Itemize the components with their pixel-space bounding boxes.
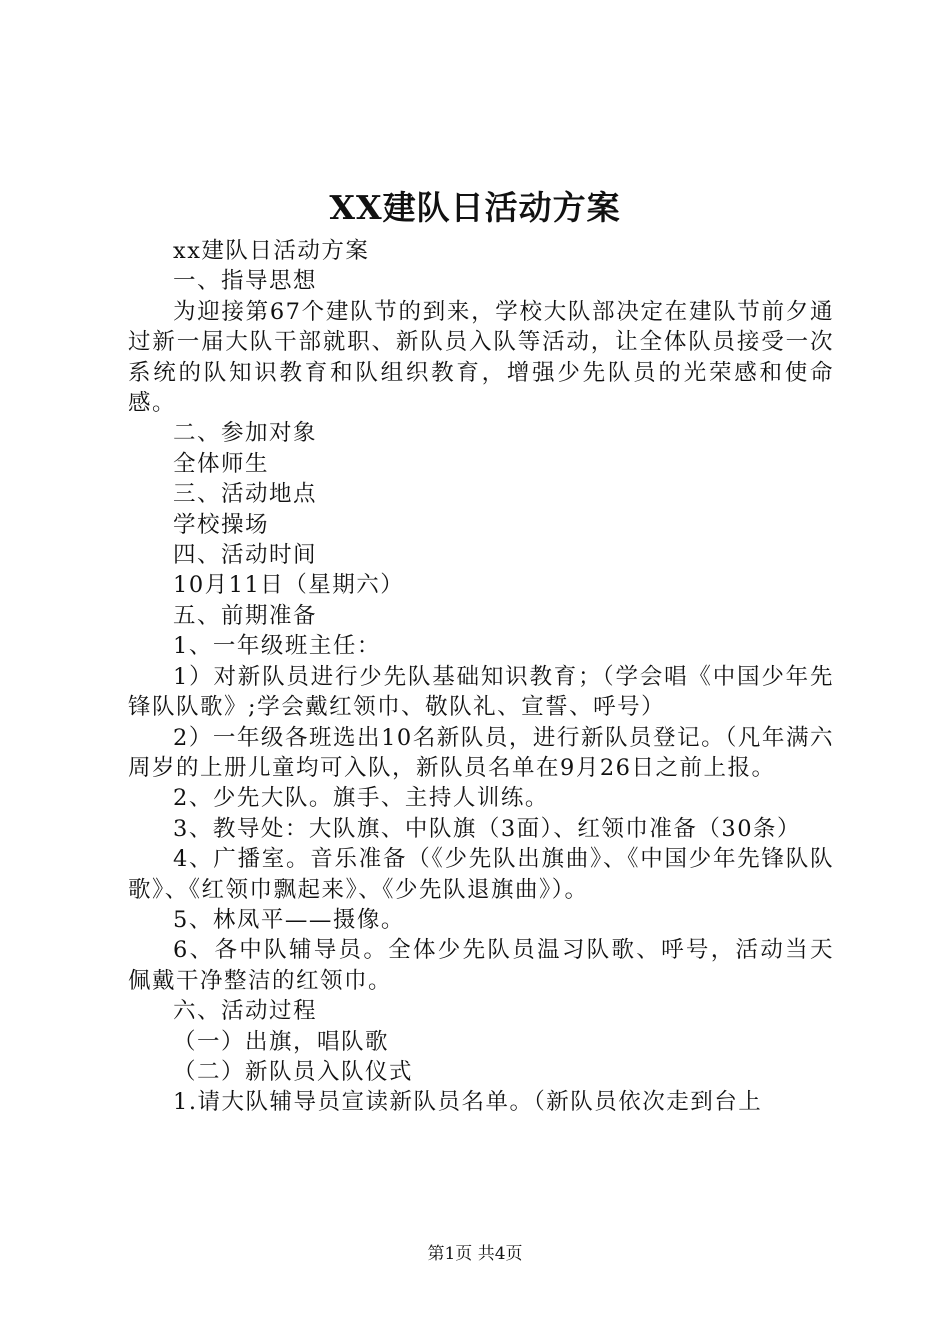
paragraph: 5、林凤平——摄像。 [173,906,405,933]
paragraph: 五、前期准备 [173,602,318,629]
paragraph: （一）出旗，唱队歌 [173,1028,390,1055]
document-body [128,236,834,1118]
paragraph: xx建队日活动方案 [173,238,370,264]
paragraph: 一、指导思想 [173,268,318,295]
paragraph: 3、教导处：大队旗、中队旗（3面）、红领巾准备（30条） [173,815,802,842]
paragraph: 四、活动时间 [173,542,318,569]
paragraph: 1.请大队辅导员宣读新队员名单。（新队员依次走到台上 [173,1089,763,1116]
paragraph: 6、各中队辅导员。全体少先队员温习队歌、呼号，活动当天佩戴干净整洁的红领巾。 [128,937,834,994]
page-footer: 第1页 共4页 [427,1244,523,1264]
paragraph: 六、活动过程 [173,998,318,1025]
paragraph: 2）一年级各班选出10名新队员，进行新队员登记。（凡年满六周岁的上册儿童均可入队，新队员名单在9月26日之前上报。 [128,724,834,781]
paragraph: 学校操场 [173,511,270,538]
paragraph: 二、参加对象 [173,420,318,447]
paragraph: 1、一年级班主任： [173,633,381,660]
paragraph: 三、活动地点 [173,481,318,508]
paragraph: 1）对新队员进行少先队基础知识教育；（学会唱《中国少年先锋队队歌》;学会戴红领巾、敬队礼、宣誓、呼号） [128,663,834,721]
paragraph: 10月11日（星期六） [173,572,405,599]
paragraph: 全体师生 [173,450,270,477]
paragraph: 2、少先大队。旗手、主持人训练。 [173,785,549,812]
paragraph: （二）新队员入队仪式 [173,1058,414,1085]
paragraph: 4、广播室。音乐准备（《少先队出旗曲》、《中国少年先锋队队歌》、《红领巾飘起来》、《少先队退旗曲》）。 [128,846,834,903]
document-title: XX建队日活动方案 [329,188,621,227]
paragraph: 为迎接第67个建队节的到来，学校大队部决定在建队节前夕通过新一届大队干部就职、新队员入队等活动，让全体队员接受一次系统的队知识教育和队组织教育，增强少先队员的光荣感和使命感。 [128,298,834,417]
